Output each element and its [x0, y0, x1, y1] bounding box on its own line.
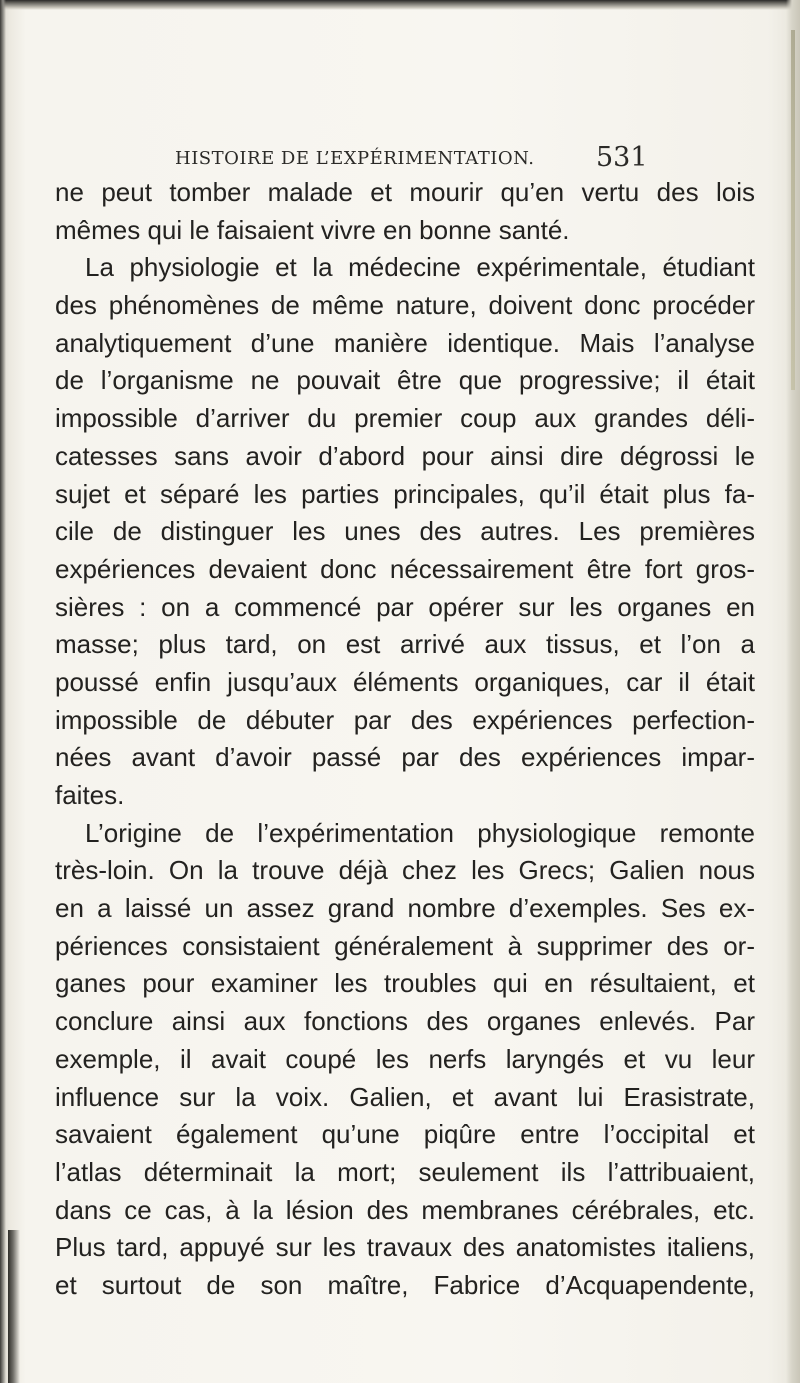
text-line: L’origine de l’expérimentation physiologique remonte — [85, 817, 755, 848]
text-line: très-loin. On la trouve déjà chez les Grecs; Galien nous — [55, 855, 755, 886]
text-line: impossible de débuter par des expériences perfection- — [55, 704, 755, 735]
text-line: influence sur la voix. Galien, et avant lui Erasistrate, — [55, 1081, 755, 1112]
text-line: masse; plus tard, on est arrivé aux tissus, et l’on a — [55, 629, 755, 660]
text-line: expériences devaient donc nécessairement être fort gros- — [55, 553, 755, 584]
page-edge-stain — [791, 30, 795, 390]
text-line: et surtout de son maître, Fabrice d’Acquapendente, — [55, 1269, 755, 1300]
page-top-shadow — [0, 0, 800, 10]
page-binding-shadow — [8, 1230, 20, 1383]
text-line: impossible d’arriver du premier coup aux grandes déli- — [55, 403, 755, 434]
text-line: nées avant d’avoir passé par des expériences impar- — [55, 742, 755, 773]
page-left-edge — [0, 0, 6, 1383]
text-line: de l’organisme ne pouvait être que progressive; il était — [55, 365, 755, 396]
text-line: conclure ainsi aux fonctions des organes enlevés. Par — [55, 1006, 755, 1037]
text-line: cile de distinguer les unes des autres. Les premières — [55, 516, 755, 547]
text-line: analytiquement d’une manière identique. Mais l’analyse — [55, 327, 755, 358]
text-line: en a laissé un assez grand nombre d’exemples. Ses ex- — [55, 893, 755, 924]
text-line: exemple, il avait coupé les nerfs laryngés et vu leur — [55, 1043, 755, 1074]
text-line: poussé enfin jusqu’aux éléments organiques, car il était — [55, 666, 755, 697]
text-line: mêmes qui le faisaient vivre en bonne santé. — [55, 214, 570, 245]
text-line: sujet et séparé les parties principales, qu’il était plus fa- — [55, 478, 755, 509]
body-text — [55, 174, 755, 1305]
text-line: La physiologie et la médecine expérimentale, étudiant — [85, 252, 755, 283]
text-line: dans ce cas, à la lésion des membranes cérébrales, etc. — [55, 1194, 755, 1225]
text-line: ganes pour examiner les troubles qui en résultaient, et — [55, 968, 755, 999]
text-line: l’atlas déterminait la mort; seulement ils l’attribuaient, — [55, 1156, 755, 1187]
text-line: des phénomènes de même nature, doivent donc procéder — [55, 290, 755, 321]
text-line: Plus tard, appuyé sur les travaux des anatomistes italiens, — [55, 1232, 755, 1263]
text-line: sières : on a commencé par opérer sur les organes en — [55, 591, 755, 622]
running-head: HISTOIRE DE L’EXPÉRIMENTATION. — [175, 148, 535, 169]
text-line: savaient également qu’une piqûre entre l’occipital et — [55, 1119, 755, 1150]
page-number: 531 — [596, 142, 648, 173]
text-line: périences consistaient généralement à supprimer des or- — [55, 930, 755, 961]
text-line: faites. — [55, 780, 125, 810]
page-header — [175, 142, 655, 176]
text-line: ne peut tomber malade et mourir qu’en vertu des lois — [55, 177, 755, 207]
text-line: catesses sans avoir d’abord pour ainsi dire dégrossi le — [55, 440, 755, 471]
